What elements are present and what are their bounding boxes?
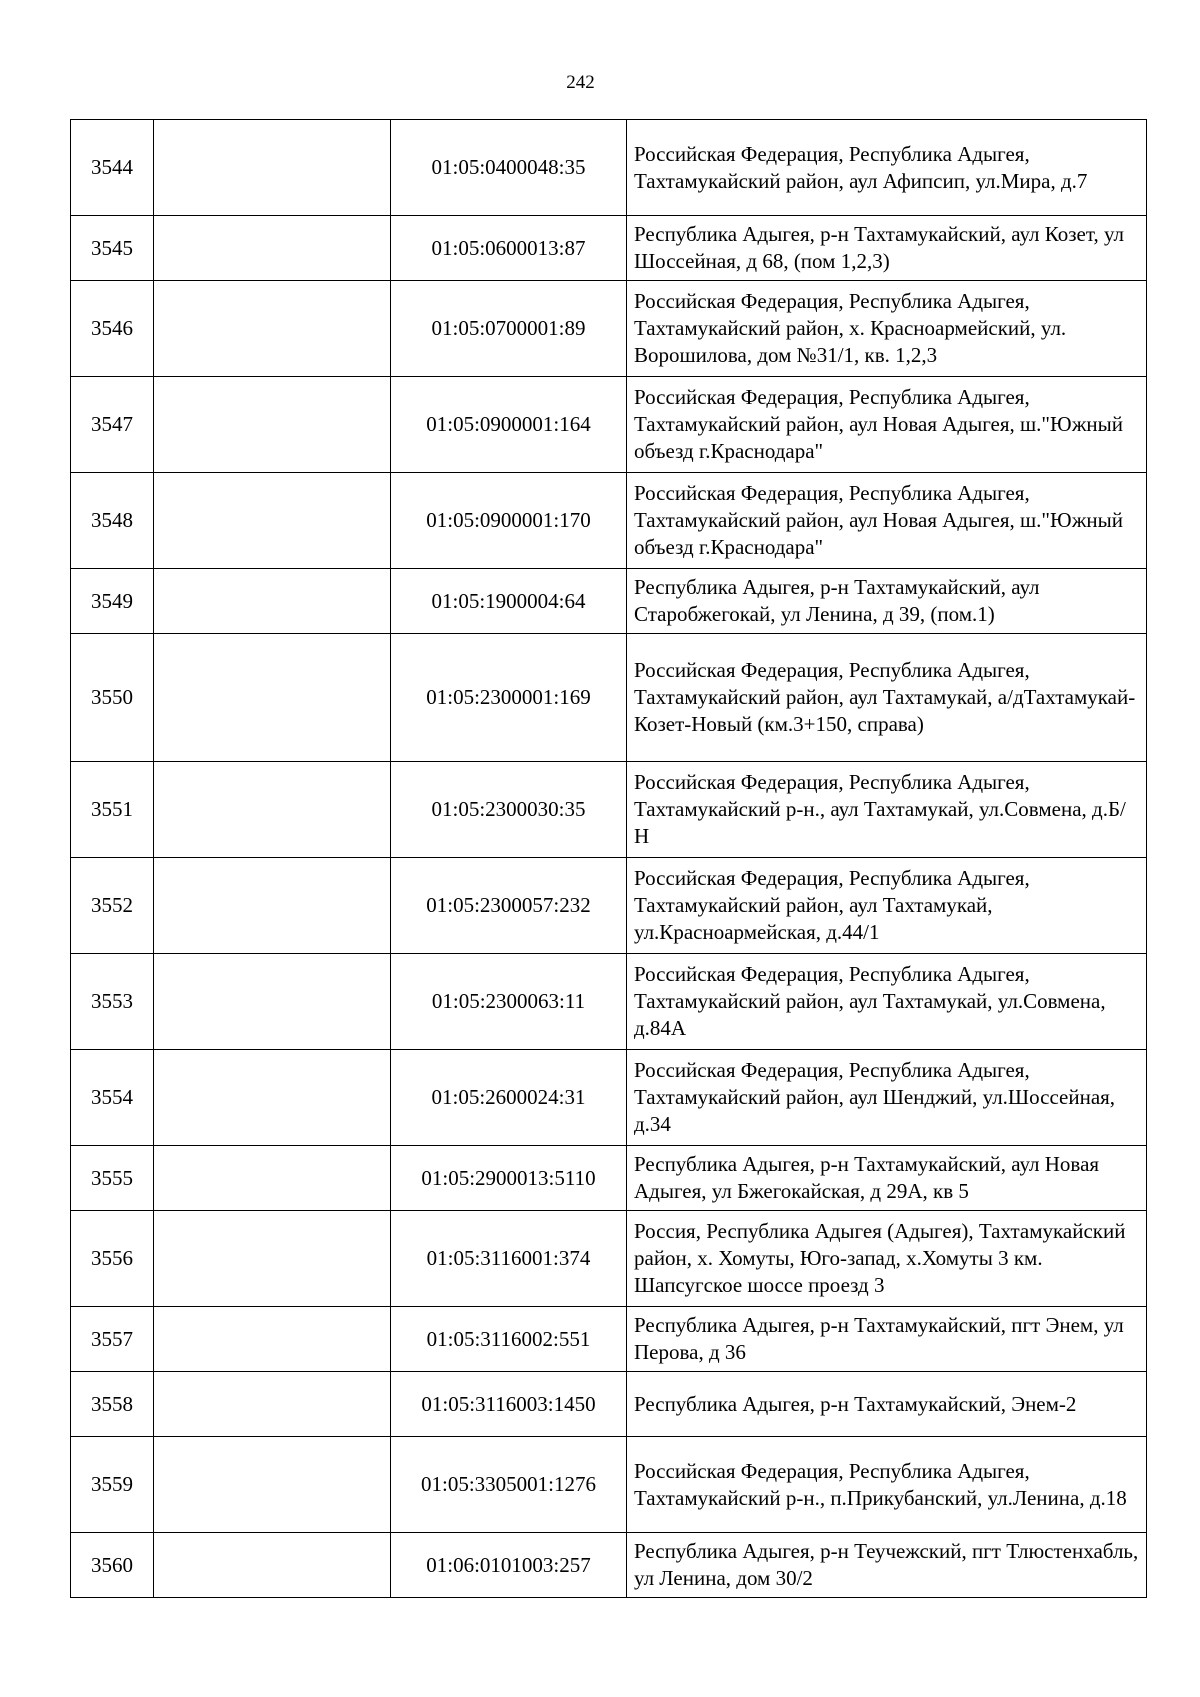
address-cell: Республика Адыгея, р-н Тахтамукайский, аул Старобжегокай, ул Ленина, д 39, (пом.1) [627,569,1147,634]
cadastral-number-cell: 01:05:0600013:87 [391,216,627,281]
row-number-cell: 3558 [71,1372,154,1437]
row-number-cell: 3560 [71,1533,154,1598]
empty-cell [154,634,391,762]
table-row [71,1307,1147,1372]
cadastral-number-cell: 01:05:0900001:164 [391,377,627,473]
table-row [71,762,1147,858]
table-row [71,473,1147,569]
table-row [71,377,1147,473]
cadastral-number-cell: 01:05:0900001:170 [391,473,627,569]
cadastral-number-cell: 01:05:2900013:5110 [391,1146,627,1211]
address-cell: Российская Федерация, Республика Адыгея, Тахтамукайский район, х. Красноармейский, ул. Ворошилова, дом №31/1, кв. 1,2,3 [627,281,1147,377]
row-number-cell: 3550 [71,634,154,762]
cadastral-number-cell: 01:05:3305001:1276 [391,1437,627,1533]
table-row [71,569,1147,634]
cadastral-number-cell: 01:05:1900004:64 [391,569,627,634]
table-row [71,1211,1147,1307]
address-cell: Республика Адыгея, р-н Тахтамукайский, аул Козет, ул Шоссейная, д 68, (пом 1,2,3) [627,216,1147,281]
cadastral-number-cell: 01:05:2300001:169 [391,634,627,762]
address-cell: Российская Федерация, Республика Адыгея, Тахтамукайский район, аул Тахтамукай, а/дТахтамукай-Козет-Новый (км.3+150, справа) [627,634,1147,762]
address-cell: Россия, Республика Адыгея (Адыгея), Тахтамукайский район, х. Хомуты, Юго-запад, х.Хомуты 3 км. Шапсугское шоссе проезд 3 [627,1211,1147,1307]
table-row [71,858,1147,954]
address-cell: Российская Федерация, Республика Адыгея, Тахтамукайский р-н., аул Тахтамукай, ул.Совмена, д.Б/Н [627,762,1147,858]
cadastral-number-cell: 01:05:3116003:1450 [391,1372,627,1437]
empty-cell [154,120,391,216]
row-number-cell: 3545 [71,216,154,281]
address-cell: Российская Федерация, Республика Адыгея, Тахтамукайский район, аул Афипсип, ул.Мира, д.7 [627,120,1147,216]
empty-cell [154,1211,391,1307]
row-number-cell: 3546 [71,281,154,377]
cadastral-number-cell: 01:05:0400048:35 [391,120,627,216]
empty-cell [154,281,391,377]
table-row [71,1146,1147,1211]
empty-cell [154,1146,391,1211]
cadastral-number-cell: 01:05:2300030:35 [391,762,627,858]
table-row [71,281,1147,377]
address-cell: Республика Адыгея, р-н Тахтамукайский, Энем-2 [627,1372,1147,1437]
row-number-cell: 3555 [71,1146,154,1211]
empty-cell [154,569,391,634]
cadastral-number-cell: 01:05:3116002:551 [391,1307,627,1372]
table-row [71,954,1147,1050]
row-number-cell: 3547 [71,377,154,473]
row-number-cell: 3554 [71,1050,154,1146]
address-cell: Российская Федерация, Республика Адыгея, Тахтамукайский район, аул Новая Адыгея, ш."Южный объезд г.Краснодара" [627,377,1147,473]
empty-cell [154,1437,391,1533]
row-number-cell: 3544 [71,120,154,216]
register-table [70,119,1147,1598]
table-row [71,1372,1147,1437]
table-row [71,1437,1147,1533]
empty-cell [154,473,391,569]
row-number-cell: 3552 [71,858,154,954]
row-number-cell: 3556 [71,1211,154,1307]
row-number-cell: 3553 [71,954,154,1050]
table-row [71,1533,1147,1598]
empty-cell [154,954,391,1050]
empty-cell [154,1372,391,1437]
row-number-cell: 3557 [71,1307,154,1372]
address-cell: Российская Федерация, Республика Адыгея, Тахтамукайский район, аул Новая Адыгея, ш."Южный объезд г.Краснодара" [627,473,1147,569]
cadastral-number-cell: 01:05:0700001:89 [391,281,627,377]
empty-cell [154,377,391,473]
address-cell: Российская Федерация, Республика Адыгея, Тахтамукайский р-н., п.Прикубанский, ул.Ленина, д.18 [627,1437,1147,1533]
address-cell: Республика Адыгея, р-н Тахтамукайский, аул Новая Адыгея, ул Бжегокайская, д 29А, кв 5 [627,1146,1147,1211]
cadastral-number-cell: 01:05:2300057:232 [391,858,627,954]
row-number-cell: 3551 [71,762,154,858]
empty-cell [154,858,391,954]
page-number: 242 [566,72,595,93]
empty-cell [154,1533,391,1598]
address-cell: Республика Адыгея, р-н Теучежский, пгт Тлюстенхабль, ул Ленина, дом 30/2 [627,1533,1147,1598]
table-row [71,120,1147,216]
table-row [71,216,1147,281]
cadastral-number-cell: 01:05:2300063:11 [391,954,627,1050]
row-number-cell: 3559 [71,1437,154,1533]
empty-cell [154,1050,391,1146]
row-number-cell: 3549 [71,569,154,634]
empty-cell [154,762,391,858]
row-number-cell: 3548 [71,473,154,569]
address-cell: Российская Федерация, Республика Адыгея, Тахтамукайский район, аул Тахтамукай, ул.Красноармейская, д.44/1 [627,858,1147,954]
empty-cell [154,1307,391,1372]
table-row [71,634,1147,762]
empty-cell [154,216,391,281]
cadastral-number-cell: 01:05:2600024:31 [391,1050,627,1146]
cadastral-number-cell: 01:06:0101003:257 [391,1533,627,1598]
address-cell: Республика Адыгея, р-н Тахтамукайский, пгт Энем, ул Перова, д 36 [627,1307,1147,1372]
table-row [71,1050,1147,1146]
address-cell: Российская Федерация, Республика Адыгея, Тахтамукайский район, аул Тахтамукай, ул.Совмена, д.84А [627,954,1147,1050]
address-cell: Российская Федерация, Республика Адыгея, Тахтамукайский район, аул Шенджий, ул.Шоссейная, д.34 [627,1050,1147,1146]
cadastral-number-cell: 01:05:3116001:374 [391,1211,627,1307]
